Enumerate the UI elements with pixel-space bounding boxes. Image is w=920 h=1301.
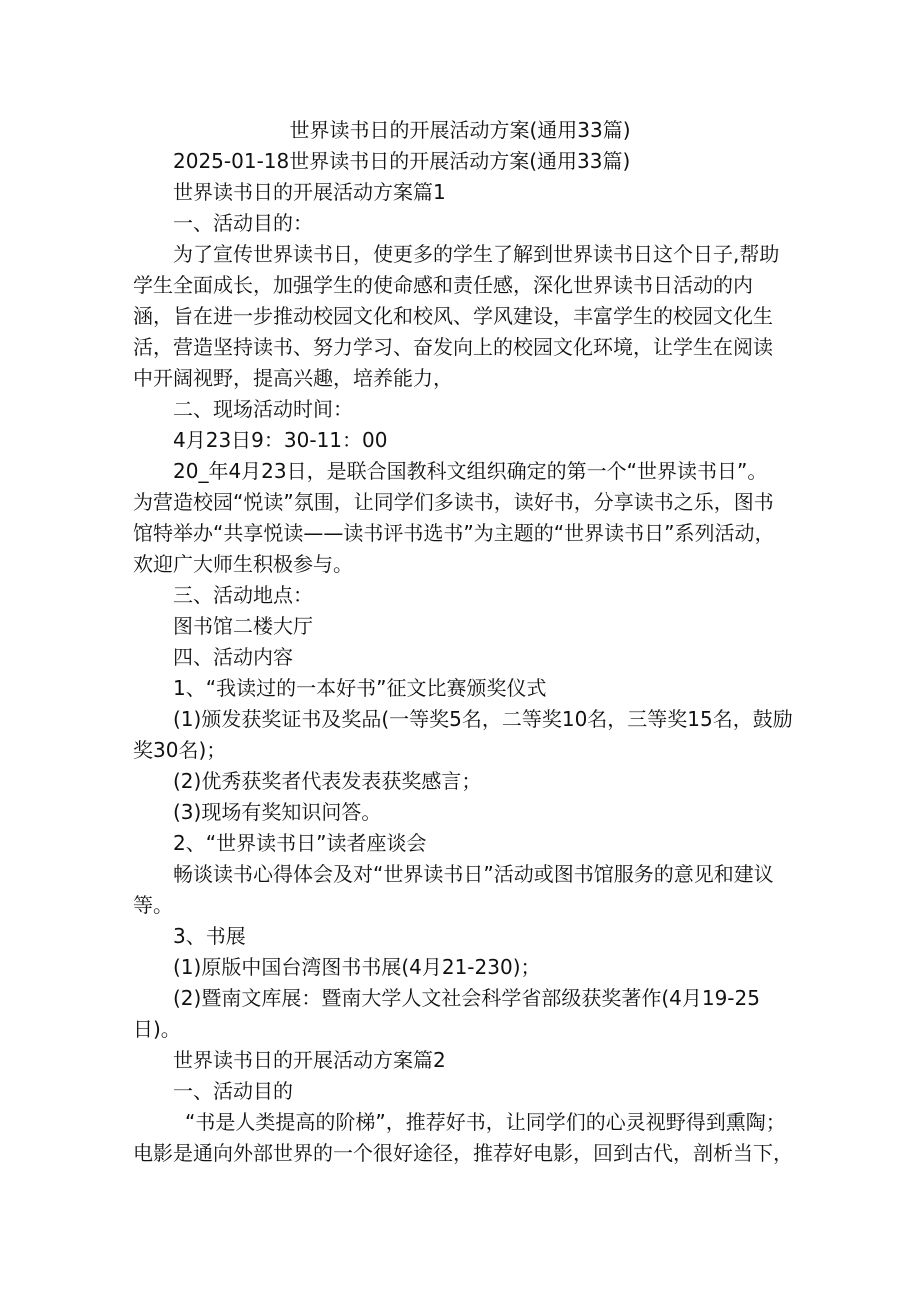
time-line: 4月23日9：30-11：00 xyxy=(173,428,388,452)
paragraph-line: 20_年4月23日，是联合国教科文组织确定的第一个“世界读书日”。 xyxy=(173,459,768,483)
paragraph-line: 馆特举办“共享悦读——读书评书选书”为主题的“世界读书日”系列活动， xyxy=(133,521,775,545)
subsection-heading: 三、活动地点： xyxy=(173,583,313,607)
list-item: 1、“我读过的一本好书”征文比赛颁奖仪式 xyxy=(173,676,547,700)
date-line: 2025-01-18世界读书日的开展活动方案(通用33篇) xyxy=(173,149,631,173)
location-line: 图书馆二楼大厅 xyxy=(173,614,313,638)
subsection-heading: 四、活动内容 xyxy=(173,645,293,669)
paragraph-line: 为了宣传世界读书日，使更多的学生了解到世界读书日这个日子,帮助 xyxy=(173,242,780,266)
list-item: 3、书展 xyxy=(173,924,246,948)
list-item: (3)现场有奖知识问答。 xyxy=(173,800,382,824)
paragraph-line: 电影是通向外部世界的一个很好途径，推荐好电影，回到古代，剖析当下， xyxy=(133,1141,793,1165)
paragraph-line: 学生全面成长，加强学生的使命感和责任感，深化世界读书日活动的内 xyxy=(133,273,753,297)
list-item: (1)原版中国台湾图书书展(4月21-230)； xyxy=(173,955,541,979)
paragraph-line: 畅谈读书心得体会及对“世界读书日”活动或图书馆服务的意见和建议 xyxy=(173,862,774,886)
list-item: 2、“世界读书日”读者座谈会 xyxy=(173,831,427,855)
list-item: (2)优秀获奖者代表发表获奖感言； xyxy=(173,769,482,793)
paragraph-line: “书是人类提高的阶梯”，推荐好书，让同学们的心灵视野得到熏陶； xyxy=(185,1110,786,1134)
subsection-heading: 一、活动目的 xyxy=(173,1079,293,1103)
section-heading: 世界读书日的开展活动方案篇2 xyxy=(173,1048,446,1072)
paragraph-line: 涵，旨在进一步推动校园文化和校风、学风建设，丰富学生的校园文化生 xyxy=(133,304,773,328)
section-heading: 世界读书日的开展活动方案篇1 xyxy=(173,180,446,204)
list-item-continued: 日)。 xyxy=(133,1017,181,1041)
subsection-heading: 一、活动目的： xyxy=(173,211,313,235)
subsection-heading: 二、现场活动时间： xyxy=(173,397,353,421)
document-title: 世界读书日的开展活动方案(通用33篇) xyxy=(289,118,631,142)
list-item-continued: 奖30名)； xyxy=(133,738,227,762)
list-item: (2)暨南文库展：暨南大学人文社会科学省部级获奖著作(4月19-25 xyxy=(173,986,760,1010)
paragraph-line: 等。 xyxy=(133,893,173,917)
paragraph-line: 欢迎广大师生积极参与。 xyxy=(133,552,353,576)
paragraph-line: 为营造校园“悦读”氛围，让同学们多读书，读好书，分享读书之乐，图书 xyxy=(133,490,774,514)
paragraph-line: 中开阔视野，提高兴趣，培养能力， xyxy=(133,366,453,390)
paragraph-line: 活，营造坚持读书、努力学习、奋发向上的校园文化环境，让学生在阅读 xyxy=(133,335,773,359)
list-item: (1)颁发获奖证书及奖品(一等奖5名，二等奖10名，三等奖15名，鼓励 xyxy=(173,707,793,731)
